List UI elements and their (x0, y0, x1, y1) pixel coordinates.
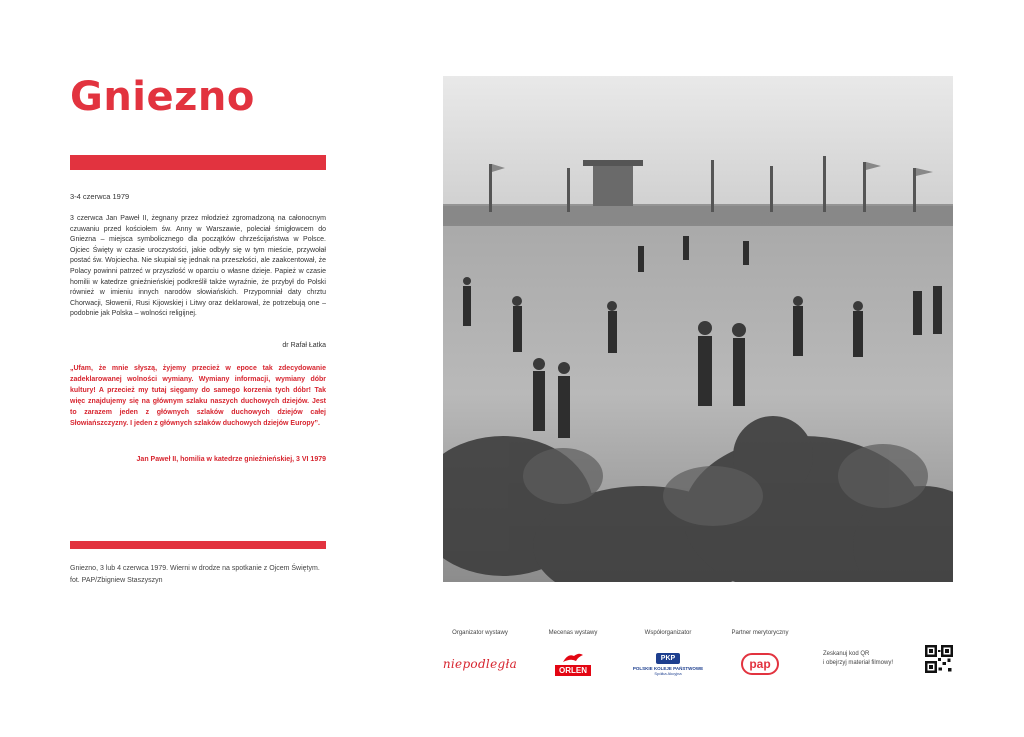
qr-text-line-1: Zeskanuj kod QR (823, 651, 870, 657)
pap-logo-text: pap (741, 653, 778, 675)
photo-caption (70, 563, 350, 587)
orlen-logo (538, 644, 608, 684)
sponsor-label: Współorganizator (644, 630, 692, 636)
caption-line-2: fot. PAP/Zbigniew Staszyszyn (70, 577, 163, 584)
body-text: 3 czerwca Jan Paweł II, żegnany przez młodzież zgromadzoną na całonocnym czuwaniu przed kościołem św. Anny w Warszawie, poleciał śmigłowcem do Gniezna – miejsca symbolicznego dla początków chrześcijaństwa w Polsce. Ojciec Święty w czasie uroczystości, jakie odbyły się w tym mieście, przywołał postać św. Wojciecha. Nie skupiał się jednak na przeszłości, ale zaakcentował, że Polacy powinni patrzeć w przyszłość w oparciu o własne dzieje. Papież w czasie homilii w katedrze gnieźnieńskiej podkreślił także wyraźnie, że przybył do Polski również w imieniu innych narodów słowiańskich. Przypomniał daty chrztu Chorwacji, Słowenii, Rusi Kijowskiej i Litwy oraz deklarował, że potrzebują one – podobnie jak Polska – wolności religijnej. (70, 215, 326, 318)
crowd-photo-illustration (443, 76, 953, 582)
bottom-accent-bar (70, 541, 326, 549)
pkp-logo-text: PKP (656, 653, 680, 664)
qr-code-icon[interactable] (925, 645, 953, 673)
qr-text-line-2: i obejrzyj materiał filmowy! (823, 660, 894, 666)
sponsor-label: Mecenas wystawy (548, 630, 598, 636)
caption-line-1: Gniezno, 3 lub 4 czerwca 1979. Wierni w drodze na spotkanie z Ojcem Świętym. (70, 565, 320, 572)
date-label: 3-4 czerwca 1979 (70, 192, 130, 201)
sponsor-partner (722, 630, 798, 684)
orlen-logo-text: ORLEN (555, 665, 591, 676)
sponsor-label: Organizator wystawy (452, 630, 508, 636)
sponsor-coorganizer (630, 630, 706, 684)
niepodlegla-logo-text: niepodległa (442, 657, 518, 671)
archival-photo (443, 76, 953, 582)
papal-quote: „Ufam, że mnie słyszą, żyjemy przecież w epoce tak zdecydowanie zadeklarowanej wolności wymiany. Wymiany informacji, wymiany dóbr kultury! A przecież my tutaj sięgamy do samego korzenia tych dóbr! Tak więc znajdujemy się na głównym szlaku naszych duchowych dziejów. Jest to zarazem jeden z głównych szlaków duchowych dziejów całej Słowiańszczyzny. I jeden z głównych szlaków duchowych dziejów Europy”. (70, 365, 326, 428)
pap-logo (722, 644, 798, 684)
sponsor-patron (538, 630, 608, 684)
pkp-logo (630, 644, 706, 684)
qr-instructions (823, 650, 918, 668)
quote-source: Jan Paweł II, homilia w katedrze gnieźnieńskiej, 3 VI 1979 (136, 456, 326, 463)
sponsor-label: Partner merytoryczny (731, 630, 789, 636)
niepodlegla-logo (440, 644, 520, 684)
page-title: Gniezno (70, 74, 255, 120)
author-signature: dr Rafał Łatka (282, 342, 326, 349)
sponsor-organizer (440, 630, 520, 684)
top-accent-bar (70, 155, 326, 170)
orlen-eagle-icon (562, 652, 584, 664)
pkp-logo-subtext: POLSKIE KOLEJE PAŃSTWOWE (632, 665, 704, 671)
pkp-logo-subtext-2: Spółka Akcyjna (654, 670, 682, 676)
